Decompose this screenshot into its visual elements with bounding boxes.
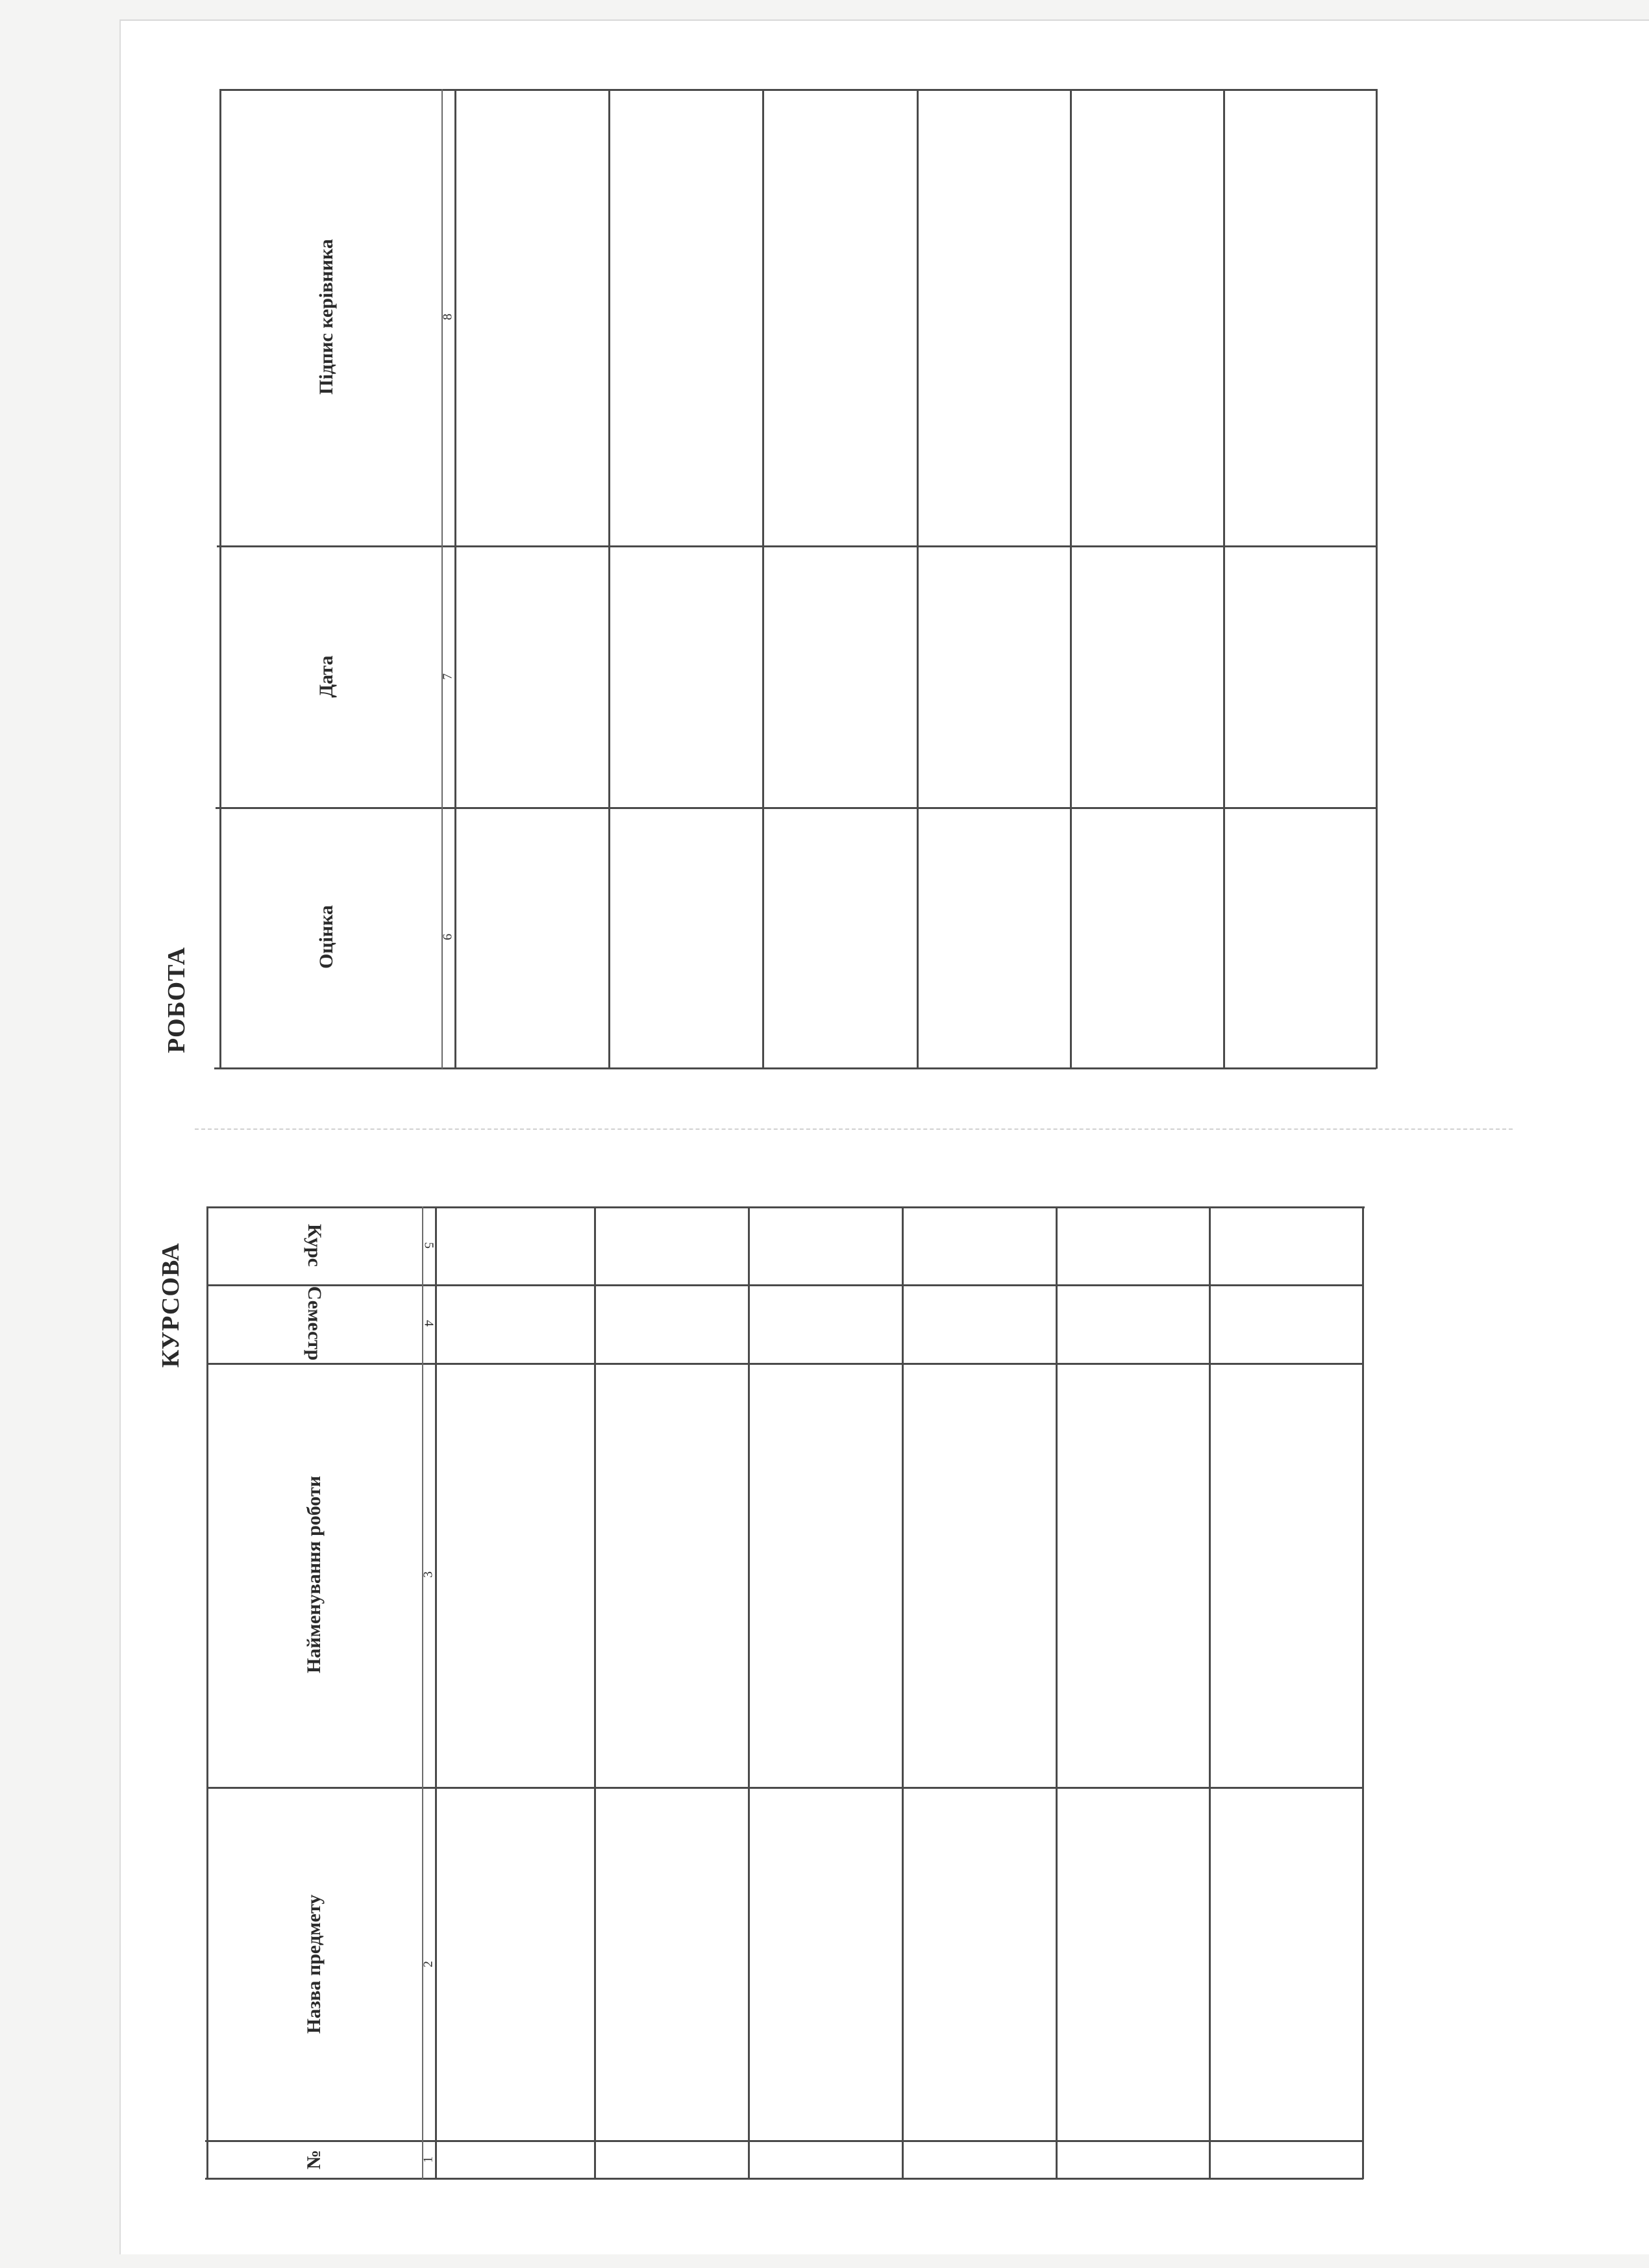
table-row[interactable] (1072, 91, 1223, 1067)
table-row[interactable] (1225, 91, 1376, 1067)
header-number-5: 5 (421, 1242, 436, 1249)
header-number-1: 1 (421, 2156, 436, 2163)
table-row[interactable] (1058, 1208, 1209, 2178)
table-row[interactable] (596, 1208, 748, 2178)
header-kurs: Курс (304, 1223, 325, 1267)
header-pidpys-kerivnyka: Підпис керівника (316, 239, 337, 395)
header-number-2: 2 (421, 1961, 436, 1967)
table-row[interactable] (1211, 1208, 1362, 2178)
title-robota: РОБОТА (163, 947, 190, 1053)
table-row[interactable] (456, 91, 608, 1067)
table-row[interactable] (919, 91, 1070, 1067)
header-data: Дата (316, 655, 337, 698)
header-ocinka: Оцінка (316, 904, 337, 969)
table-row[interactable] (437, 1208, 594, 2178)
header-nazva-predmetu: Назва предмету (303, 1894, 325, 2034)
header-number-8: 8 (440, 314, 455, 320)
table-row[interactable] (764, 91, 917, 1067)
fold-line (195, 1128, 1513, 1130)
header-number-7: 7 (440, 673, 455, 680)
table-row[interactable] (904, 1208, 1056, 2178)
header-semestr: Семестр (304, 1286, 325, 1361)
header-number-4: 4 (421, 1320, 436, 1327)
header-naimenuvannia-roboty: Найменування роботи (303, 1475, 325, 1674)
header-number-6: 6 (440, 934, 455, 940)
table-row[interactable] (610, 91, 762, 1067)
table-row[interactable] (750, 1208, 902, 2178)
header-nomer: № (303, 2149, 325, 2170)
header-number-3: 3 (421, 1571, 436, 1578)
title-kursova: КУРСОВА (157, 1242, 184, 1368)
